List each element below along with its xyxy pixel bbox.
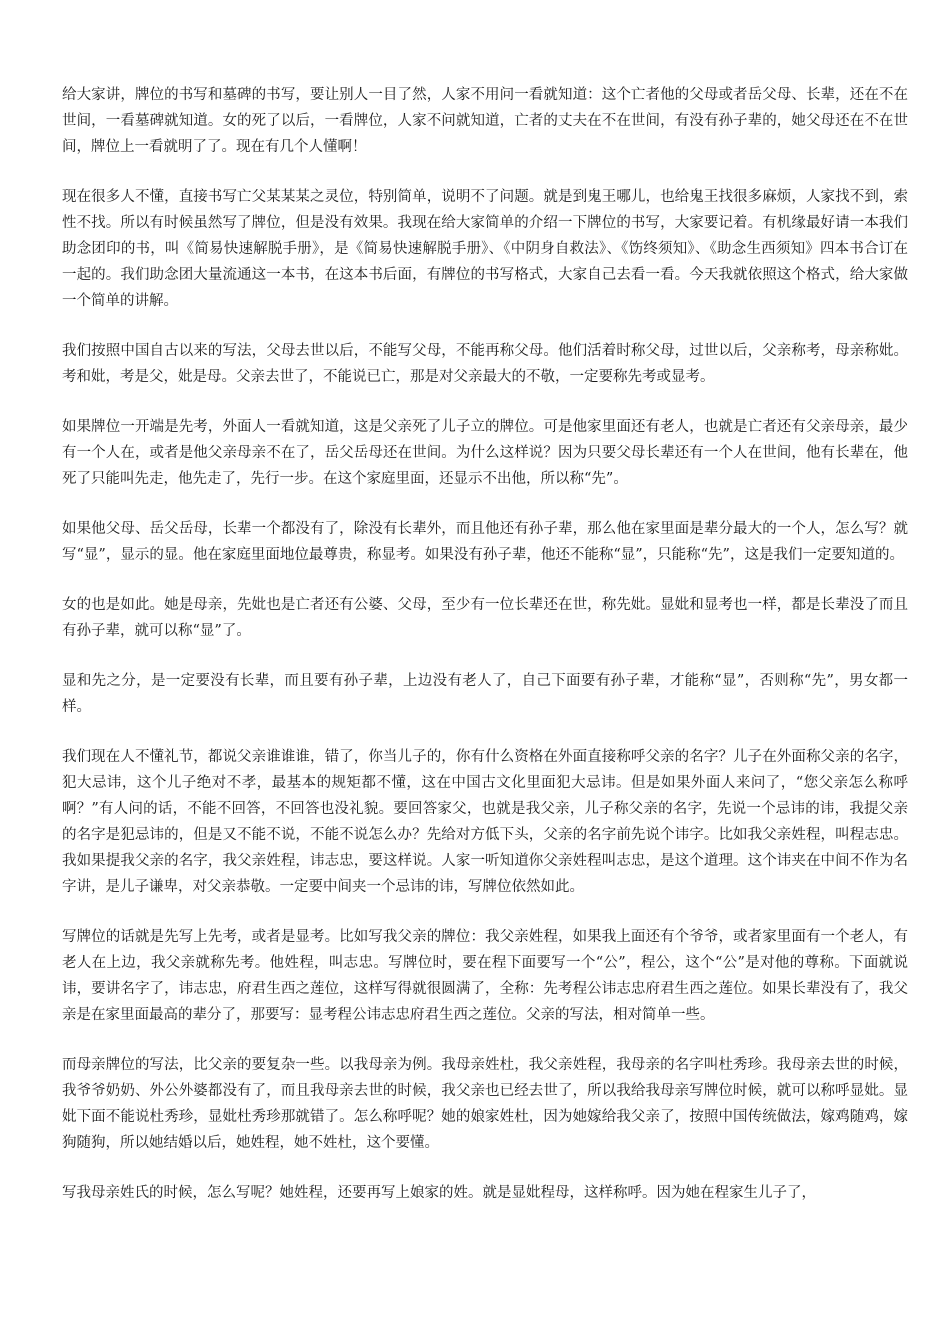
paragraph: 女的也是如此。她是母亲，先妣也是亡者还有公婆、父母，至少有一位长辈还在世，称先妣。显妣和显考也一样，都是长辈没了而且有孙子辈，就可以称“显”了。 (62, 597, 908, 639)
paragraph: 我们现在人不懂礼节，都说父亲谁谁谁，错了，你当儿子的，你有什么资格在外面直接称呼父亲的名字？儿子在外面称父亲的名字，犯大忌讳，这个儿子绝对不孝，最基本的规矩都不懂，这在中国古文化里面犯大忌讳。但是如果外面人来问了，“您父亲怎么称呼啊？”有人问的话，不能不回答，不回答也没礼貌。要回答家父，也就是我父亲，儿子称父亲的名字，先说一个忌讳的讳，我提父亲的名字是犯忌讳的，但是又不能不说，不能不说怎么办？先给对方低下头，父亲的名字前先说个讳字。比如我父亲姓程，叫程志忠。我如果提我父亲的名字，我父亲姓程，讳志忠，要这样说。人家一听知道你父亲姓程叫志忠，是这个道理。这个讳夹在中间不作为名字讲，是儿子谦卑，对父亲恭敬。一定要中间夹一个忌讳的讳，写牌位依然如此。 (62, 749, 908, 895)
paragraph: 现在很多人不懂，直接书写亡父某某某之灵位，特别简单，说明不了问题。就是到鬼王哪儿，也给鬼王找很多麻烦，人家找不到，索性不找。所以有时候虽然写了牌位，但是没有效果。我现在给大家简单的介绍一下牌位的书写，大家要记着。有机缘最好请一本我们助念团印的书，叫《简易快速解脱手册》，是《简易快速解脱手册》、《中阴身自救法》、《饬终须知》、《助念生西须知》四本书合订在一起的。我们助念团大量流通这一本书，在这本书后面，有牌位的书写格式，大家自己去看一看。今天我就依照这个格式，给大家做一个简单的讲解。 (62, 189, 908, 309)
paragraph: 我们按照中国自古以来的写法，父母去世以后，不能写父母，不能再称父母。他们活着时称父母，过世以后，父亲称考，母亲称妣。考和妣，考是父，妣是母。父亲去世了，不能说已亡，那是对父亲最大的不敬，一定要称先考或显考。 (62, 343, 908, 385)
paragraph: 给大家讲，牌位的书写和墓碑的书写，要让别人一目了然，人家不用问一看就知道：这个亡者他的父母或者岳父母、长辈，还在不在世间，一看墓碑就知道。女的死了以后，一看牌位，人家不问就知道，亡者的丈夫在不在世间，有没有孙子辈的，她父母还在不在世间，牌位上一看就明了了。现在有几个人懂啊！ (62, 87, 908, 155)
paragraph: 写我母亲姓氏的时候，怎么写呢？她姓程，还要再写上娘家的姓。就是显妣程母，这样称呼。因为她在程家生儿子了， (62, 1185, 816, 1201)
paragraph: 而母亲牌位的写法，比父亲的要复杂一些。以我母亲为例。我母亲姓杜，我父亲姓程，我母亲的名字叫杜秀珍。我母亲去世的时候，我爷爷奶奶、外公外婆都没有了，而且我母亲去世的时候，我父亲也已经去世了，所以我给我母亲写牌位时候，就可以称呼显妣。显妣下面不能说杜秀珍，显妣杜秀珍那就错了。怎么称呼呢？她的娘家姓杜，因为她嫁给我父亲了，按照中国传统做法，嫁鸡随鸡，嫁狗随狗，所以她结婚以后，她姓程，她不姓杜，这个要懂。 (62, 1057, 908, 1151)
paragraph: 写牌位的话就是先写上先考，或者是显考。比如写我父亲的牌位：我父亲姓程，如果我上面还有个爷爷，或者家里面有一个老人，有老人在上边，我父亲就称先考。他姓程，叫志忠。写牌位时，要在程下面要写一个“公”，程公，这个“公”是对他的尊称。下面就说讳，要讲名字了，讳志忠，府君生西之莲位，这样写得就很圆满了，全称：先考程公讳志忠府君生西之莲位。如果长辈没有了，我父亲是在家里面最高的辈分了，那要写：显考程公讳志忠府君生西之莲位。父亲的写法，相对简单一些。 (62, 929, 908, 1023)
paragraph: 显和先之分，是一定要没有长辈，而且要有孙子辈，上边没有老人了，自己下面要有孙子辈，才能称“显”，否则称“先”，男女都一样。 (62, 673, 908, 715)
document-body (62, 82, 908, 1230)
paragraph: 如果他父母、岳父岳母，长辈一个都没有了，除没有长辈外，而且他还有孙子辈，那么他在家里面是辈分最大的一个人，怎么写？就写“显”，显示的显。他在家庭里面地位最尊贵，称显考。如果没有孙子辈，他还不能称“显”，只能称“先”，这是我们一定要知道的。 (62, 521, 908, 563)
paragraph: 如果牌位一开端是先考，外面人一看就知道，这是父亲死了儿子立的牌位。可是他家里面还有老人，也就是亡者还有父亲母亲，最少有一个人在，或者是他父亲母亲不在了，岳父岳母还在世间。为什么这样说？因为只要父母长辈还有一个人在世间，他有长辈在，他死了只能叫先走，他先走了，先行一步。在这个家庭里面，还显示不出他，所以称“先”。 (62, 419, 908, 487)
